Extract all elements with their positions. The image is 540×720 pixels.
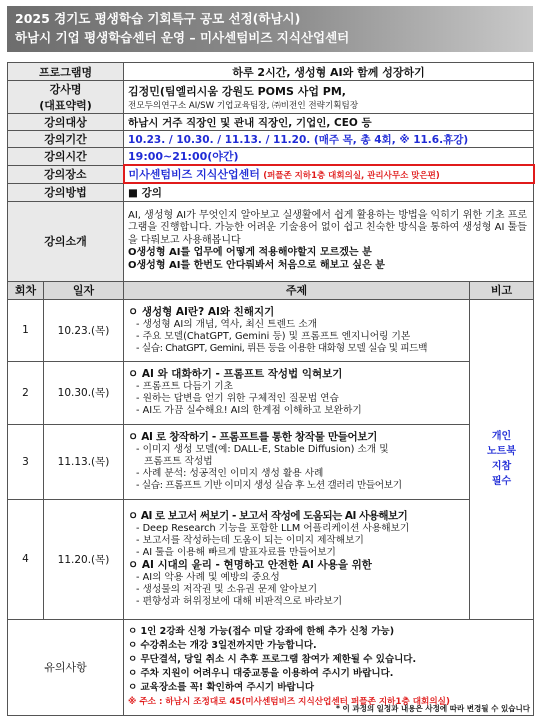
topic-detail: - Deep Research 기능을 포함한 LLM 어플리케이션 사용해보기	[136, 523, 410, 534]
topic-title: ㅇ AI 로 창작하기 - 프롬프트를 통한 창작물 만들어보기	[128, 431, 378, 443]
topic-detail: - 프롬프트 다듬기 기초	[136, 381, 233, 392]
session-row	[8, 299, 534, 361]
topic-detail: - 이미지 생성 모델(예: DALL-E, Stable Diffusion) 소개 및	[136, 444, 389, 455]
session-number: 3	[8, 424, 44, 499]
topic-detail: - 실습: ChatGPT, Gemini, 뤼튼 등을 이용한 대화형 모델 실습 및 피드백	[136, 342, 428, 354]
banner-subtitle: 하남시 기업 평생학습센터 운영 – 미사센텀비즈 지식산업센터	[15, 30, 350, 45]
session-topic	[124, 361, 470, 424]
session-number: 1	[8, 299, 44, 361]
note-item: ㅇ 주차 지원이 어려우니 대중교통을 이용하여 주시기 바랍니다.	[128, 668, 394, 679]
place-detail: (퍼플존 지하1층 대회의실, 관리사무소 맞은편)	[263, 171, 440, 181]
place-label: 강의장소	[8, 165, 124, 183]
topic-detail: - 사례 분석: 성공적인 이미지 생성 활용 사례	[136, 468, 324, 479]
topic-detail: - 실습: 프롬프트 기반 이미지 생성 실습 후 노션 갤러리 만들어보기	[136, 480, 402, 491]
note-item: ㅇ 교육장소를 꼭! 확인하여 주시기 바랍니다	[128, 682, 315, 693]
period-value: 10.23. / 10.30. / 11.13. / 11.20. (매주 목, 총 4회, ※ 11.6.휴강)	[124, 131, 534, 148]
period-label: 강의기간	[8, 131, 124, 148]
banner-title: 2025 경기도 평생학습 기회특구 공모 선정(하남시)	[15, 11, 301, 26]
note-item: ㅇ 수강취소는 개강 3일전까지만 가능합니다.	[128, 640, 317, 651]
session-topic	[124, 299, 470, 361]
session-date: 11.20.(목)	[44, 499, 124, 619]
remark-text: 개인 노트북 지참 필수	[487, 431, 517, 487]
notes-label: 유의사항	[8, 619, 124, 715]
instructor-name: 김정민(팀엘리시움 강원도 POMS 사업 PM,	[128, 85, 346, 98]
topic-detail: - AI 툴을 이용해 빠르게 발표자료를 만들어보기	[136, 547, 336, 558]
instructor-info	[124, 81, 534, 114]
intro-label: 강의소개	[8, 201, 124, 281]
method-value: ■ 강의	[124, 183, 534, 201]
intro-bullet: O생성형 AI를 한번도 안다뤄봐서 처음으로 해보고 싶은 분	[128, 259, 385, 271]
place-value	[124, 165, 534, 183]
session-number: 2	[8, 361, 44, 424]
address-note: ※ 주소 : 하남시 조정대로 45(미사센텀비즈 지식산업센터 퍼플존 지하1층 대회의실)	[128, 697, 450, 707]
intro-content	[124, 201, 534, 281]
program-sheet	[7, 62, 535, 716]
topic-detail: - AI의 악용 사례 및 예방의 중요성	[136, 572, 280, 583]
notes-content	[124, 619, 534, 715]
method-label: 강의방법	[8, 183, 124, 201]
topic-title: ㅇ 생성형 AI란? AI와 친해지기	[128, 305, 275, 318]
session-topic	[124, 499, 470, 619]
header-session: 회차	[8, 281, 44, 299]
instructor-career: 전모두의연구소 AI/SW 기업교육팀장, ㈜비전인 전략기획팀장	[128, 101, 359, 111]
header-remark: 비고	[470, 281, 534, 299]
note-item: ㅇ 1인 2강좌 신청 가능(접수 미달 강좌에 한해 추가 신청 가능)	[128, 626, 395, 637]
place-name: 미사센텀비즈 지식산업센터	[128, 168, 260, 181]
topic-detail: - 주요 모델(ChatGPT, Gemini 등) 및 프롬프트 엔지니어링 기본	[136, 330, 411, 342]
topic-detail: - 생성물의 저작권 및 소유권 문제 알아보기	[136, 584, 318, 595]
remark-cell	[470, 299, 534, 619]
topic-detail: - 편향성과 허위정보에 대해 비판적으로 바라보기	[136, 596, 343, 607]
intro-text: AI, 생성형 AI가 무엇인지 알아보고 실생활에서 쉽게 활용하는 방법을 익히기 위한 기초 프로그램을 진행합니다. 가능한 어려운 기술용어 없이 쉽고 친숙한 방식을 통하여 생성형 AI 툴들을 다뤄보고 사용해봅니다	[128, 209, 528, 246]
session-row	[8, 499, 534, 619]
session-row	[8, 361, 534, 424]
topic-detail: - 보고서를 작성하는데 도움이 되는 이미지 제작해보기	[136, 535, 364, 546]
session-date: 10.23.(목)	[44, 299, 124, 361]
target-label: 강의대상	[8, 114, 124, 131]
header-date: 일자	[44, 281, 124, 299]
session-date: 10.30.(목)	[44, 361, 124, 424]
topic-detail: - AI도 가끔 실수해요! AI의 한계점 이해하고 보완하기	[136, 405, 362, 416]
program-label: 프로그램명	[8, 63, 124, 81]
topic-title: ㅇ AI 와 대화하기 - 프롬프트 작성법 익혀보기	[128, 368, 343, 380]
program-name: 하루 2시간, 생성형 AI와 함께 성장하기	[124, 63, 534, 81]
topic-detail: - 생성형 AI의 개념, 역사, 최신 트렌드 소개	[136, 318, 318, 330]
time-label: 강의시간	[8, 148, 124, 166]
session-number: 4	[8, 499, 44, 619]
session-row	[8, 424, 534, 499]
target-value: 하남시 거주 직장인 및 관내 직장인, 기업인, CEO 등	[124, 114, 534, 131]
instructor-label: 강사명 (대표약력)	[8, 81, 124, 114]
time-value: 19:00~21:00(야간)	[124, 148, 534, 166]
session-topic	[124, 424, 470, 499]
intro-bullet: O생성형 AI를 업무에 어떻게 적용해야할지 모르겠는 분	[128, 247, 372, 259]
topic-detail: 프롬프트 작성법	[144, 456, 213, 467]
footnote: * 이 과정의 일정과 내용은 사정에 따라 변경될 수 있습니다	[335, 704, 530, 713]
topic-title: ㅇ AI 로 보고서 써보기 - 보고서 작성에 도움되는 AI 사용해보기	[128, 510, 408, 522]
header-banner	[7, 6, 533, 52]
header-topic: 주제	[124, 281, 470, 299]
note-item: ㅇ 무단결석, 당일 취소 시 추후 프로그램 참여가 제한될 수 있습니다.	[128, 654, 417, 665]
topic-title: ㅇ AI 시대의 윤리 - 현명하고 안전한 AI 사용을 위한	[128, 559, 372, 571]
session-date: 11.13.(목)	[44, 424, 124, 499]
topic-detail: - 원하는 답변을 얻기 위한 구체적인 질문법 연습	[136, 393, 339, 404]
